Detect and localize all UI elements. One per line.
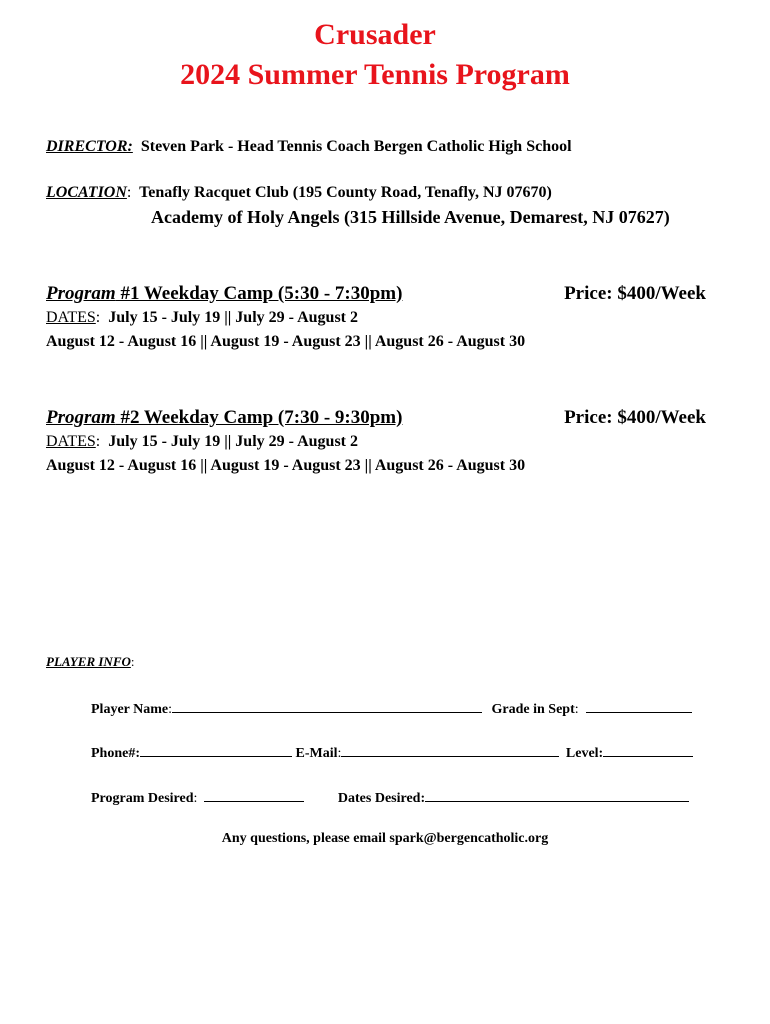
program-1-dates-line1: DATES: July 15 - July 19 || July 29 - August 2 bbox=[46, 309, 358, 326]
program-1-price: Price: $400/Week bbox=[564, 283, 706, 304]
program-1-title: #1 Weekday Camp (5:30 - 7:30pm) bbox=[115, 283, 403, 304]
program-desired-row: Program Desired: Dates Desired: bbox=[91, 787, 689, 807]
program-1-header bbox=[46, 283, 706, 305]
location-line1: Tenafly Racquet Club (195 County Road, Tenafly, NJ 07670) bbox=[139, 184, 552, 201]
program-2-price: Price: $400/Week bbox=[564, 407, 706, 428]
title-crusader: Crusader bbox=[314, 18, 436, 51]
level-field[interactable] bbox=[603, 742, 693, 757]
phone-label: Phone#: bbox=[91, 746, 140, 761]
title-program: 2024 Summer Tennis Program bbox=[180, 58, 570, 91]
program-1-dates-label: DATES bbox=[46, 309, 96, 326]
director-line bbox=[46, 138, 572, 156]
player-name-field[interactable] bbox=[172, 698, 482, 713]
location-colon: : bbox=[126, 184, 132, 201]
player-name-row: Player Name: Grade in Sept: bbox=[91, 698, 692, 718]
grade-label: Grade in Sept bbox=[491, 702, 575, 717]
email-label: E-Mail bbox=[295, 746, 338, 761]
location-label: LOCATION bbox=[46, 184, 127, 201]
program-desired-field[interactable] bbox=[204, 787, 304, 802]
program-2-dates-value1: July 15 - July 19 || July 29 - August 2 bbox=[108, 433, 358, 450]
phone-field[interactable] bbox=[140, 742, 292, 757]
program-1-dates-value1: July 15 - July 19 || July 29 - August 2 bbox=[108, 309, 358, 326]
player-info-heading bbox=[46, 654, 135, 670]
questions-line: Any questions, please email spark@bergencatholic.org bbox=[221, 831, 549, 846]
director-value: Steven Park - Head Tennis Coach Bergen Catholic High School bbox=[140, 138, 572, 155]
location-line2: Academy of Holy Angels (315 Hillside Avenue, Demarest, NJ 07627) bbox=[151, 207, 670, 227]
grade-field[interactable] bbox=[586, 698, 692, 713]
dates-desired-field[interactable] bbox=[425, 787, 689, 802]
location-line bbox=[46, 184, 552, 202]
program-2-dates-label: DATES bbox=[46, 433, 96, 450]
program-1-label: Program bbox=[46, 283, 116, 304]
phone-row: Phone#: E-Mail: Level: bbox=[91, 742, 693, 762]
program-2-dates-line2: August 12 - August 16 || August 19 - August 23 || August 26 - August 30 bbox=[46, 457, 526, 474]
dates-desired-label: Dates Desired: bbox=[337, 791, 426, 806]
email-field[interactable] bbox=[341, 742, 559, 757]
program-1-dates-line2: August 12 - August 16 || August 19 - August 23 || August 26 - August 30 bbox=[46, 333, 526, 350]
player-info-label: PLAYER INFO bbox=[46, 654, 131, 669]
director-label: DIRECTOR: bbox=[46, 138, 133, 155]
program-desired-label: Program Desired bbox=[91, 791, 194, 806]
player-name-label: Player Name bbox=[91, 702, 169, 717]
program-2-dates-line1: DATES: July 15 - July 19 || July 29 - August 2 bbox=[46, 433, 358, 450]
program-2-header bbox=[46, 407, 706, 429]
program-2-label: Program bbox=[46, 407, 116, 428]
program-2-title: #2 Weekday Camp (7:30 - 9:30pm) bbox=[115, 407, 403, 428]
level-label: Level: bbox=[565, 746, 604, 761]
player-info-colon: : bbox=[130, 654, 135, 669]
